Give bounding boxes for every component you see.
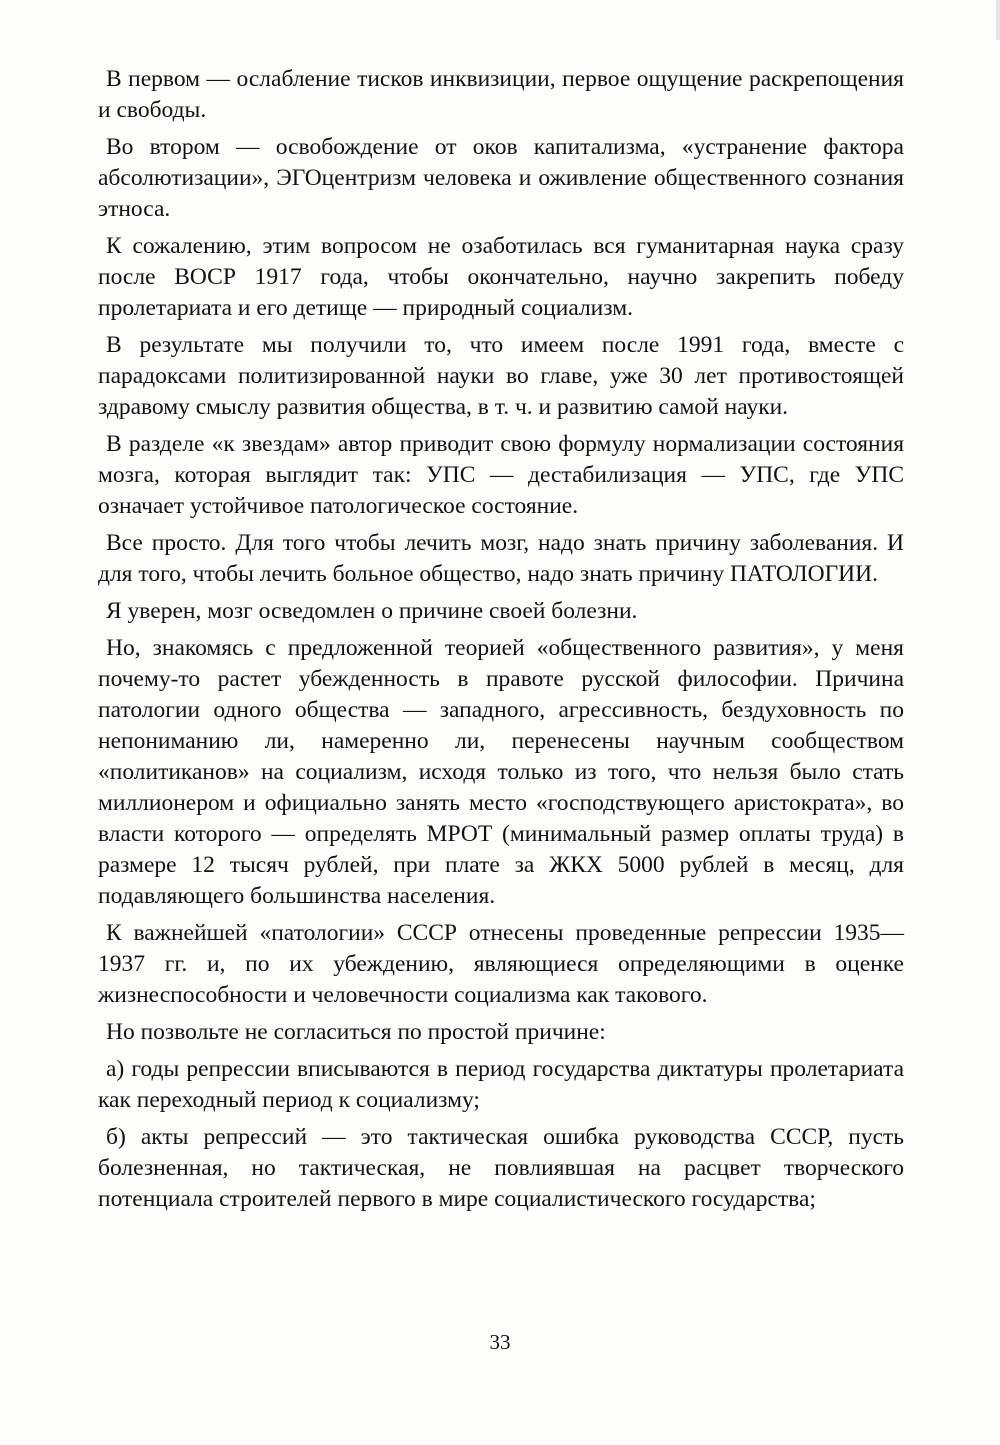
paragraph: В результате мы получили то, что имеем после 1991 года, вместе с парадоксами политизированной науки во главе, уже 30 лет противостоящей здравому смыслу развития общества, в т. ч. и развитию самой науки.	[98, 332, 904, 420]
paragraph: Но позвольте не согласиться по простой причине:	[106, 1019, 606, 1045]
paragraph: В разделе «к звездам» автор приводит свою формулу нормализации состояния мозга, которая выглядит так: УПС — дестабилизация — УПС, где УПС означает устойчивое патологическое состояние.	[98, 431, 904, 519]
scan-edge-shadow	[996, 0, 1000, 40]
paragraph: К важнейшей «патологии» СССР отнесены проведенные репрессии 1935—1937 гг. и, по их убеждению, являющиеся определяющими в оценке жизнеспособности и человечности социализма как такового.	[98, 920, 904, 1008]
paragraph: В первом — ослабление тисков инквизиции, первое ощущение раскрепощения и свободы.	[98, 66, 904, 123]
paragraph: Но, знакомясь с предложенной теорией «общественного развития», у меня почему-то растет убежденность в правоте русской философии. Причина патологии одного общества — западного, агрессивность, бездуховность по непониманию ли, намеренно ли, перенесены научным сообществом «политиканов» на социализм, исходя только из того, что нельзя было стать миллионером и официально занять место «господствующего аристократа», во власти которого — определять МРОТ (минимальный размер оплаты труда) в размере 12 тысяч рублей, при плате за ЖКХ 5000 рублей в месяц, для подавляющего большинства населения.	[98, 635, 904, 909]
paragraph: Во втором — освобождение от оков капитализма, «устранение фактора абсолютизации», ЭГОцентризм человека и оживление общественного сознания этноса.	[98, 134, 904, 222]
list-item-a: а) годы репрессии вписываются в период государства диктатуры пролетариата как переходный период к социализму;	[98, 1056, 904, 1113]
paragraph: Все просто. Для того чтобы лечить мозг, надо знать причину заболевания. И для того, чтобы лечить больное общество, надо знать причину ПАТОЛОГИИ.	[98, 530, 904, 587]
list-item-b: б) акты репрессий — это тактическая ошибка руководства СССР, пусть болезненная, но тактическая, не повлиявшая на расцвет творческого потенциала строителей первого в мире социалистического государства;	[98, 1124, 904, 1212]
paragraph: Я уверен, мозг осведомлен о причине своей болезни.	[106, 598, 638, 624]
body-text	[98, 64, 904, 1221]
page-number: 33	[489, 1330, 511, 1354]
paragraph: К сожалению, этим вопросом не озаботилась вся гуманитарная наука сразу после ВОСР 1917 года, чтобы окончательно, научно закрепить победу пролетариата и его детище — природный социализм.	[98, 233, 904, 321]
